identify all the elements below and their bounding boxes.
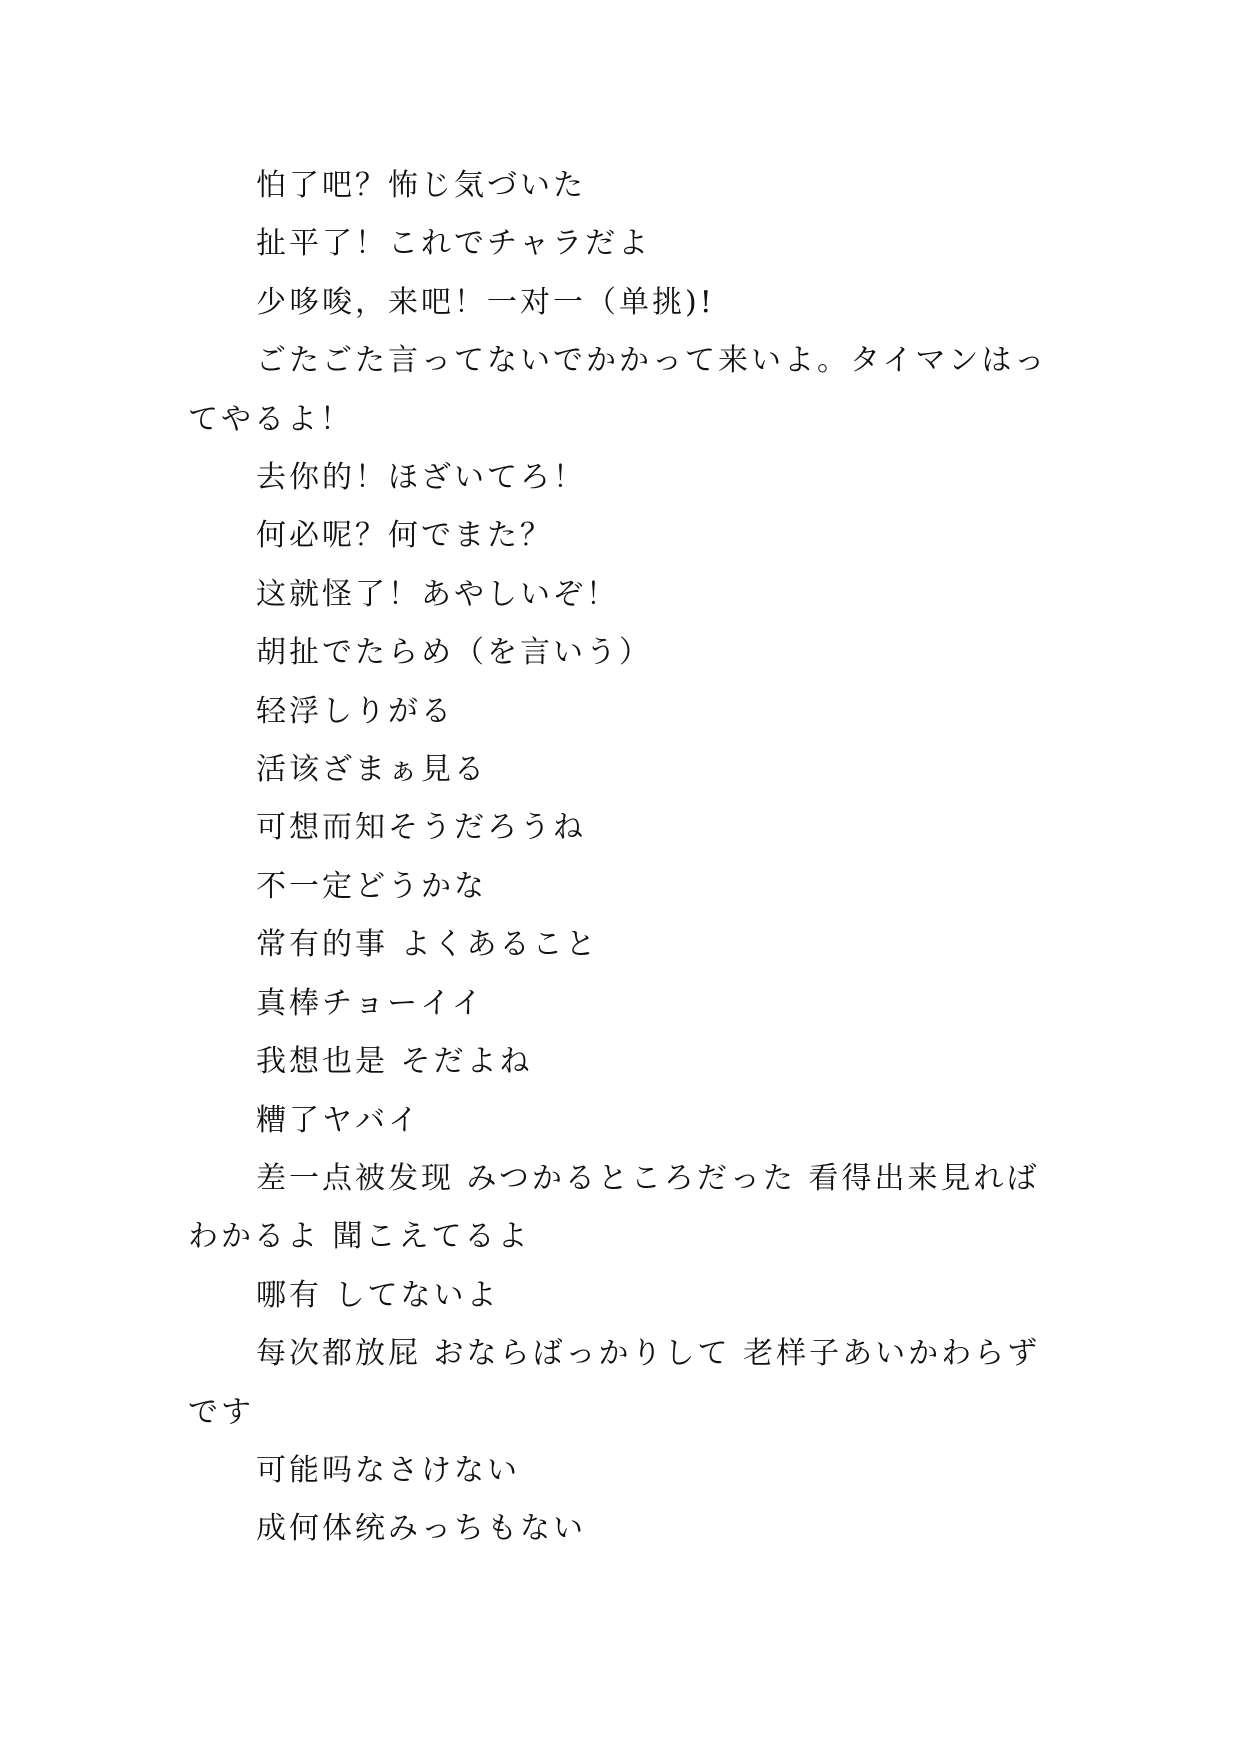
paragraph: 何必呢？何でまた？ — [256, 518, 553, 554]
paragraph: 可想而知そうだろうね — [256, 810, 586, 846]
paragraph: ごたごた言ってないでかかって来いよ。タイマンはってやるよ！ — [188, 343, 1048, 437]
paragraph: 胡扯でたらめ（を言いう） — [256, 635, 652, 671]
paragraph: 差一点被发现 みつかるところだった 看得出来見ればわかるよ 聞こえてるよ — [188, 1160, 1040, 1255]
paragraph: 扯平了！これでチャラだよ — [256, 226, 652, 262]
paragraph: 糟了ヤバイ — [256, 1102, 421, 1138]
paragraph: 活该ざまぁ見る — [256, 752, 487, 788]
paragraph: 轻浮しりがる — [256, 693, 454, 729]
paragraph: 去你的！ほざいてろ！ — [256, 460, 586, 496]
paragraph: 怕了吧？怖じ気づいた — [256, 168, 586, 203]
paragraph: 常有的事 よくあること — [256, 927, 599, 963]
paragraph: 每次都放屁 おならばっかりして 老样子あいかわらずです — [188, 1336, 1041, 1430]
document-body — [188, 157, 1068, 1559]
paragraph: 不一定どうかな — [256, 868, 487, 904]
paragraph: 可能吗なさけない — [256, 1452, 520, 1488]
paragraph: 真棒チョーイイ — [256, 985, 485, 1021]
paragraph: 成何体统みっちもない — [256, 1511, 586, 1547]
paragraph: 我想也是 そだよね — [256, 1044, 533, 1080]
paragraph: 少哆唆，来吧！一对一（单挑)! — [256, 284, 715, 320]
paragraph: 这就怪了！あやしいぞ！ — [256, 576, 619, 612]
paragraph: 哪有 してないよ — [256, 1277, 500, 1313]
